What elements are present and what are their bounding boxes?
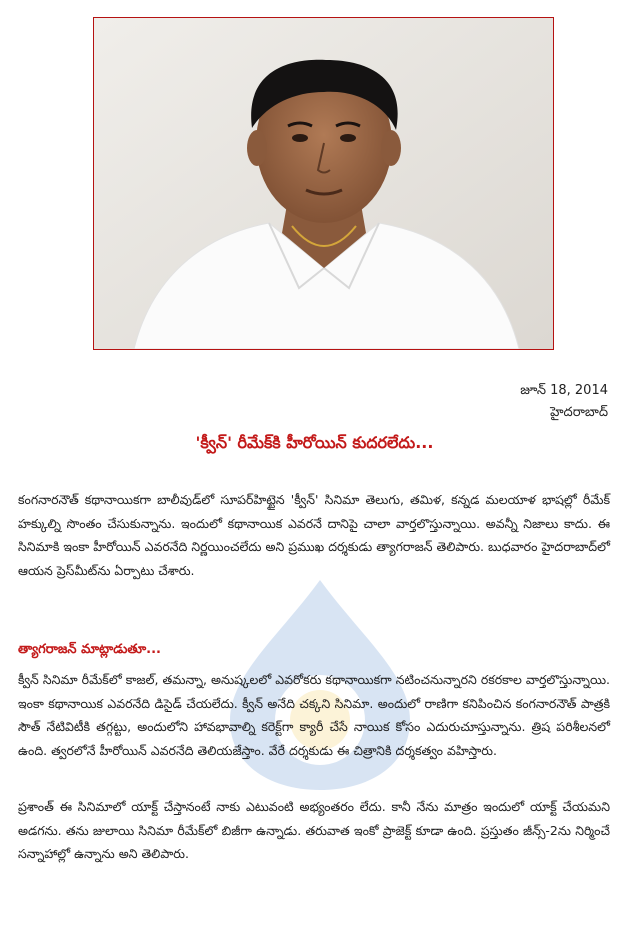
article-headline: 'క్వీన్' రీమేక్‌కి హీరోయిన్ కుదరలేదు...: [195, 433, 434, 452]
article-photo: [93, 17, 554, 350]
article-paragraph-1: కంగనారనౌత్ కథానాయికగా బాలీవుడ్‌లో సూపర్‌హిట్టైన 'క్వీన్' సినిమా తెలుగు, తమిళ, కన్నడ మలయాళ భాషల్లో రీమేక్ హక్కుల్ని సొంతం చేసుకున్నాను. ఇందులో కథానాయిక ఎవరనే దానిపై చాలా వార్తలొస్తున్నాయి. అవన్నీ నిజాలు కాదు. ఈ సినిమాకి ఇంకా హీరోయిన్ ఎవరనేది నిర్ణయించలేదు అని ప్రముఖ దర్శకుడు త్యాగరాజన్ తెలిపారు. బుధవారం హైదరాబాద్‌లో ఆయన ప్రెస్‌మీట్‌ను ఏర్పాటు చేశారు.: [18, 492, 610, 578]
article-paragraph-3: ప్రశాంత్ ఈ సినిమాలో యాక్ట్ చేస్తానంటే నాకు ఎటువంటి అభ్యంతరం లేదు. కానీ నేను మాత్రం ఇందులో యాక్ట్ చేయమని అడగను. తను జులాయి సినిమా రీమేక్‌లో బిజీగా ఉన్నాడు. తరువాత ఇంకో ప్రాజెక్ట్ కూడా ఉంది. ప్రస్తుతం జీన్స్-2ను నిర్మించే సన్నాహాల్లో ఉన్నాను అని తెలిపారు.: [18, 799, 610, 861]
article-date: జూన్ 18, 2014: [520, 383, 608, 398]
article-paragraph-2: క్వీన్ సినిమా రీమేక్‌లో కాజల్, తమన్నా, అనుష్కలలో ఎవరోకరు కథానాయికగా నటించనున్నారని రకరకాల వార్తలొస్తున్నాయి. ఇంకా కథానాయిక ఎవరనేది డిసైడ్ చేయలేదు. క్వీన్ అనేది చక్కని సినిమా. అందులో రాణిగా కనిపించిన కంగనారనౌత్ పాత్రకి సౌత్ నేటివిటీకి తగ్గట్టు, అందులోని హావభావాల్ని కరెక్ట్‌గా క్యారీ చేసే నాయిక కోసం ఎదురుచూస్తున్నాను. త్రిష పరిశీలనలో ఉంది. త్వరలోనే హీరోయిన్ ఎవరనేది తెలియజేస్తాం. వేరే దర్శకుడు ఈ చిత్రానికి దర్శకత్వం వహిస్తారు.: [18, 672, 610, 758]
portrait-illustration: [94, 18, 553, 349]
article-location: హైదరాబాద్: [550, 405, 608, 420]
dateline: [520, 380, 608, 424]
article-subheading: త్యాగరాజన్ మాట్లాడుతూ...: [18, 642, 161, 657]
